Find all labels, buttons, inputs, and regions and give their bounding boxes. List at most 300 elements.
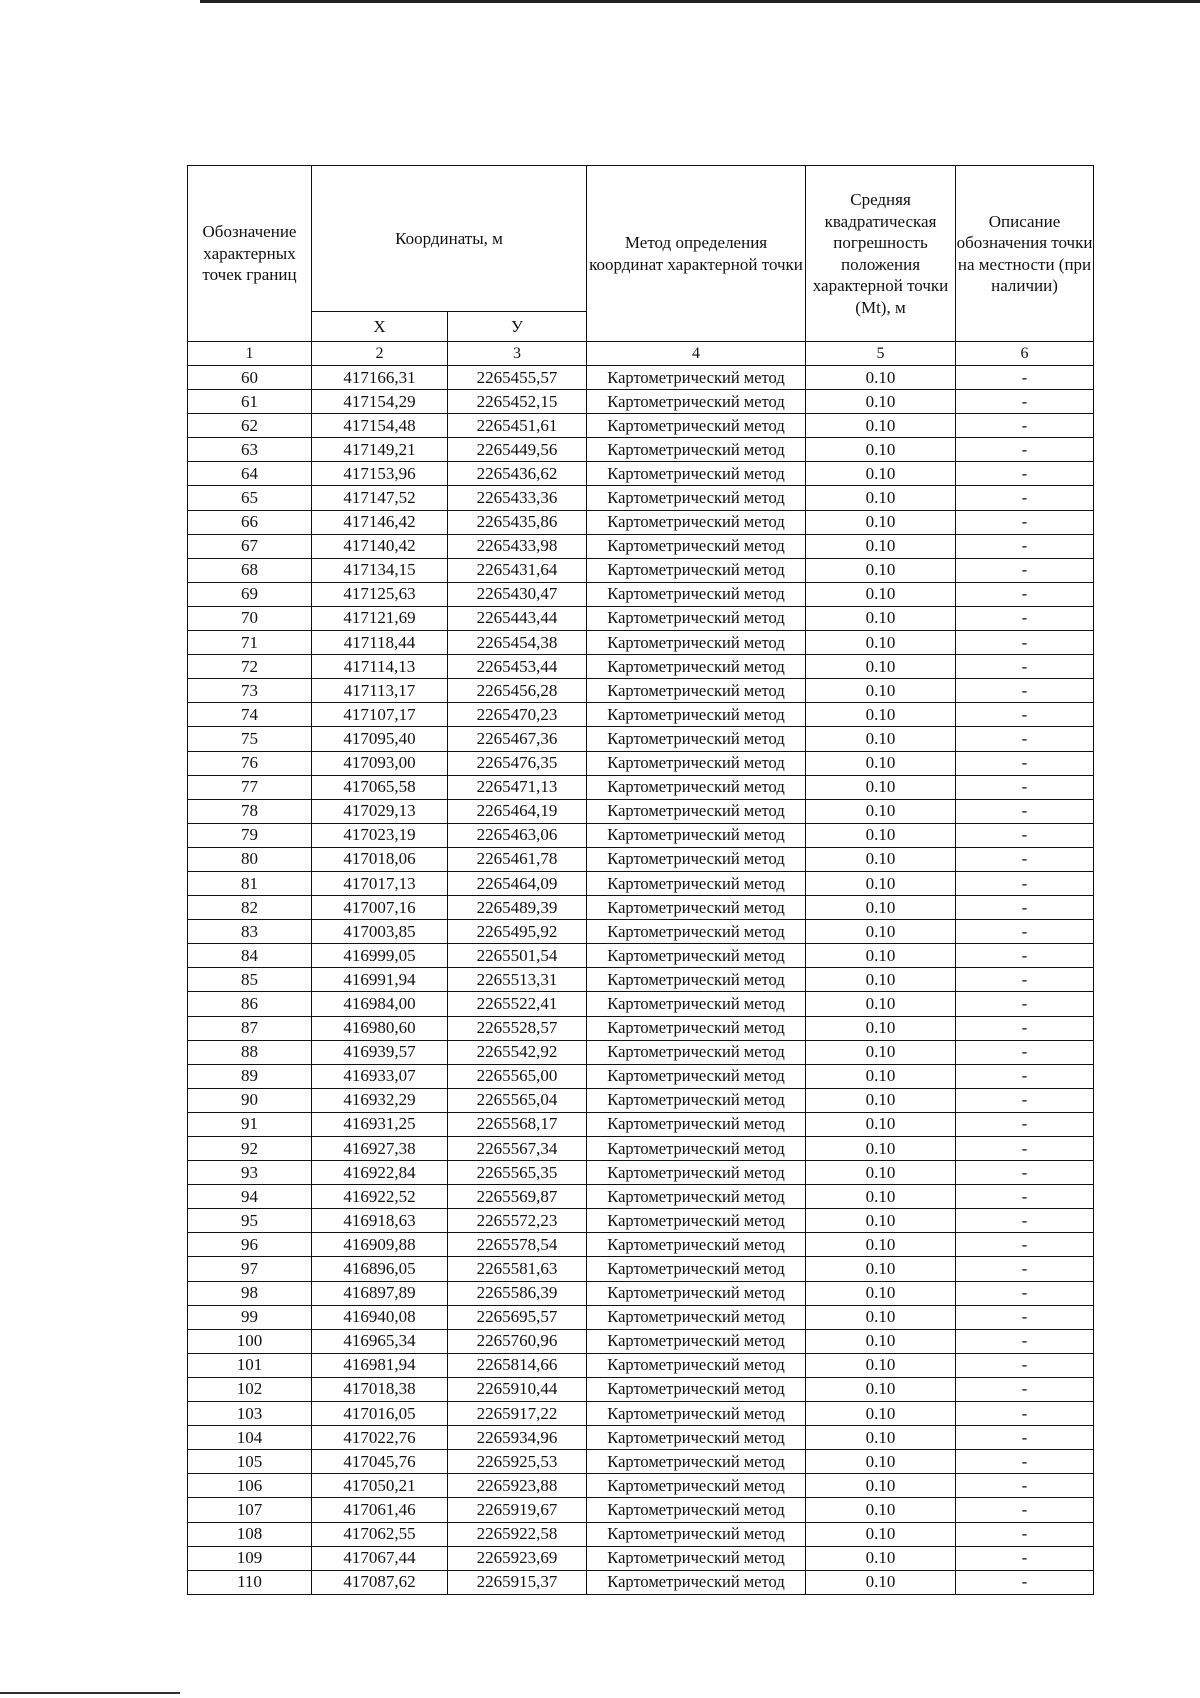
y-coordinate-cell: 2265522,41	[448, 992, 587, 1016]
y-coordinate-cell: 2265433,36	[448, 486, 587, 510]
point-id-cell: 93	[188, 1161, 312, 1185]
error-cell: 0.10	[806, 1088, 956, 1112]
description-cell: -	[956, 775, 1094, 799]
description-cell: -	[956, 703, 1094, 727]
error-cell: 0.10	[806, 799, 956, 823]
table-row	[188, 871, 1094, 895]
error-cell: 0.10	[806, 1329, 956, 1353]
point-id-cell: 66	[188, 510, 312, 534]
error-cell: 0.10	[806, 558, 956, 582]
x-coordinate-cell: 416932,29	[312, 1088, 448, 1112]
method-cell: Картометрический метод	[587, 1377, 806, 1401]
error-cell: 0.10	[806, 1185, 956, 1209]
method-cell: Картометрический метод	[587, 968, 806, 992]
point-id-cell: 83	[188, 920, 312, 944]
x-coordinate-cell: 417147,52	[312, 486, 448, 510]
y-coordinate-cell: 2265453,44	[448, 655, 587, 679]
table-row	[188, 1233, 1094, 1257]
x-coordinate-cell: 416896,05	[312, 1257, 448, 1281]
point-id-cell: 77	[188, 775, 312, 799]
description-cell: -	[956, 799, 1094, 823]
error-cell: 0.10	[806, 1353, 956, 1377]
description-cell: -	[956, 534, 1094, 558]
error-cell: 0.10	[806, 847, 956, 871]
description-cell: -	[956, 366, 1094, 390]
error-cell: 0.10	[806, 1474, 956, 1498]
point-id-cell: 70	[188, 606, 312, 630]
x-coordinate-cell: 417016,05	[312, 1402, 448, 1426]
x-coordinate-cell: 417121,69	[312, 606, 448, 630]
y-coordinate-cell: 2265581,63	[448, 1257, 587, 1281]
x-coordinate-cell: 417093,00	[312, 751, 448, 775]
x-coordinate-cell: 416981,94	[312, 1353, 448, 1377]
error-cell: 0.10	[806, 751, 956, 775]
description-cell: -	[956, 606, 1094, 630]
error-cell: 0.10	[806, 992, 956, 1016]
y-coordinate-cell: 2265915,37	[448, 1570, 587, 1594]
description-cell: -	[956, 1088, 1094, 1112]
description-cell: -	[956, 510, 1094, 534]
table-row	[188, 438, 1094, 462]
method-cell: Картометрический метод	[587, 1426, 806, 1450]
x-coordinate-cell: 417018,06	[312, 847, 448, 871]
method-cell: Картометрический метод	[587, 799, 806, 823]
error-cell: 0.10	[806, 1498, 956, 1522]
description-cell: -	[956, 1377, 1094, 1401]
method-cell: Картометрический метод	[587, 414, 806, 438]
point-id-cell: 102	[188, 1377, 312, 1401]
error-cell: 0.10	[806, 1426, 956, 1450]
method-cell: Картометрический метод	[587, 1353, 806, 1377]
y-coordinate-cell: 2265471,13	[448, 775, 587, 799]
y-coordinate-cell: 2265464,19	[448, 799, 587, 823]
method-cell: Картометрический метод	[587, 438, 806, 462]
point-id-cell: 84	[188, 944, 312, 968]
error-cell: 0.10	[806, 1377, 956, 1401]
error-cell: 0.10	[806, 1257, 956, 1281]
description-cell: -	[956, 727, 1094, 751]
table-row	[188, 1064, 1094, 1088]
description-cell: -	[956, 847, 1094, 871]
x-coordinate-cell: 417067,44	[312, 1546, 448, 1570]
x-coordinate-cell: 417154,48	[312, 414, 448, 438]
error-cell: 0.10	[806, 823, 956, 847]
description-cell: -	[956, 751, 1094, 775]
description-cell: -	[956, 414, 1094, 438]
method-cell: Картометрический метод	[587, 920, 806, 944]
method-cell: Картометрический метод	[587, 582, 806, 606]
x-coordinate-cell: 417062,55	[312, 1522, 448, 1546]
x-coordinate-cell: 416927,38	[312, 1137, 448, 1161]
y-coordinate-cell: 2265435,86	[448, 510, 587, 534]
point-id-cell: 67	[188, 534, 312, 558]
point-id-cell: 89	[188, 1064, 312, 1088]
table-row	[188, 462, 1094, 486]
y-coordinate-cell: 2265923,69	[448, 1546, 587, 1570]
table-row	[188, 1474, 1094, 1498]
point-id-cell: 100	[188, 1329, 312, 1353]
x-coordinate-cell: 417029,13	[312, 799, 448, 823]
error-cell: 0.10	[806, 534, 956, 558]
error-cell: 0.10	[806, 871, 956, 895]
method-cell: Картометрический метод	[587, 1498, 806, 1522]
method-cell: Картометрический метод	[587, 1474, 806, 1498]
method-cell: Картометрический метод	[587, 631, 806, 655]
table-row	[188, 606, 1094, 630]
description-cell: -	[956, 968, 1094, 992]
header-method: Метод определения координат характерной точки	[587, 166, 806, 342]
point-id-cell: 61	[188, 390, 312, 414]
x-coordinate-cell: 417153,96	[312, 462, 448, 486]
error-cell: 0.10	[806, 1016, 956, 1040]
table-row	[188, 534, 1094, 558]
method-cell: Картометрический метод	[587, 847, 806, 871]
table-row	[188, 1112, 1094, 1136]
x-coordinate-cell: 417045,76	[312, 1450, 448, 1474]
point-id-cell: 103	[188, 1402, 312, 1426]
y-coordinate-cell: 2265452,15	[448, 390, 587, 414]
y-coordinate-cell: 2265513,31	[448, 968, 587, 992]
x-coordinate-cell: 417114,13	[312, 655, 448, 679]
x-coordinate-cell: 417023,19	[312, 823, 448, 847]
x-coordinate-cell: 417065,58	[312, 775, 448, 799]
error-cell: 0.10	[806, 727, 956, 751]
method-cell: Картометрический метод	[587, 1257, 806, 1281]
description-cell: -	[956, 679, 1094, 703]
x-coordinate-cell: 416980,60	[312, 1016, 448, 1040]
table-row	[188, 1498, 1094, 1522]
table-row	[188, 390, 1094, 414]
point-id-cell: 78	[188, 799, 312, 823]
method-cell: Картометрический метод	[587, 1329, 806, 1353]
x-coordinate-cell: 417095,40	[312, 727, 448, 751]
description-cell: -	[956, 1522, 1094, 1546]
description-cell: -	[956, 896, 1094, 920]
table-row	[188, 1450, 1094, 1474]
method-cell: Картометрический метод	[587, 1161, 806, 1185]
column-number-row	[188, 342, 1094, 366]
x-coordinate-cell: 417007,16	[312, 896, 448, 920]
y-coordinate-cell: 2265565,35	[448, 1161, 587, 1185]
table-row	[188, 1522, 1094, 1546]
table-row	[188, 775, 1094, 799]
error-cell: 0.10	[806, 1112, 956, 1136]
description-cell: -	[956, 438, 1094, 462]
point-id-cell: 82	[188, 896, 312, 920]
error-cell: 0.10	[806, 1161, 956, 1185]
y-coordinate-cell: 2265501,54	[448, 944, 587, 968]
x-coordinate-cell: 416909,88	[312, 1233, 448, 1257]
error-cell: 0.10	[806, 896, 956, 920]
description-cell: -	[956, 992, 1094, 1016]
top-scan-rule	[200, 0, 1200, 3]
y-coordinate-cell: 2265565,00	[448, 1064, 587, 1088]
table-row	[188, 847, 1094, 871]
y-coordinate-cell: 2265567,34	[448, 1137, 587, 1161]
y-coordinate-cell: 2265433,98	[448, 534, 587, 558]
table-row	[188, 486, 1094, 510]
method-cell: Картометрический метод	[587, 1088, 806, 1112]
method-cell: Картометрический метод	[587, 1185, 806, 1209]
header-x: X	[312, 312, 448, 342]
method-cell: Картометрический метод	[587, 558, 806, 582]
method-cell: Картометрический метод	[587, 655, 806, 679]
point-id-cell: 92	[188, 1137, 312, 1161]
y-coordinate-cell: 2265449,56	[448, 438, 587, 462]
method-cell: Картометрический метод	[587, 896, 806, 920]
table-body	[188, 366, 1094, 1595]
x-coordinate-cell: 416991,94	[312, 968, 448, 992]
y-coordinate-cell: 2265922,58	[448, 1522, 587, 1546]
y-coordinate-cell: 2265542,92	[448, 1040, 587, 1064]
x-coordinate-cell: 417050,21	[312, 1474, 448, 1498]
point-id-cell: 105	[188, 1450, 312, 1474]
description-cell: -	[956, 1329, 1094, 1353]
method-cell: Картометрический метод	[587, 1137, 806, 1161]
x-coordinate-cell: 417003,85	[312, 920, 448, 944]
table-row	[188, 582, 1094, 606]
description-cell: -	[956, 390, 1094, 414]
table-row	[188, 631, 1094, 655]
method-cell: Картометрический метод	[587, 1450, 806, 1474]
description-cell: -	[956, 1498, 1094, 1522]
x-coordinate-cell: 416999,05	[312, 944, 448, 968]
column-number: 4	[587, 342, 806, 366]
error-cell: 0.10	[806, 462, 956, 486]
error-cell: 0.10	[806, 510, 956, 534]
x-coordinate-cell: 417022,76	[312, 1426, 448, 1450]
point-id-cell: 79	[188, 823, 312, 847]
error-cell: 0.10	[806, 486, 956, 510]
error-cell: 0.10	[806, 1305, 956, 1329]
description-cell: -	[956, 462, 1094, 486]
error-cell: 0.10	[806, 582, 956, 606]
table-row	[188, 992, 1094, 1016]
y-coordinate-cell: 2265578,54	[448, 1233, 587, 1257]
point-id-cell: 63	[188, 438, 312, 462]
y-coordinate-cell: 2265431,64	[448, 558, 587, 582]
point-id-cell: 109	[188, 1546, 312, 1570]
y-coordinate-cell: 2265934,96	[448, 1426, 587, 1450]
description-cell: -	[956, 1402, 1094, 1426]
error-cell: 0.10	[806, 606, 956, 630]
y-coordinate-cell: 2265814,66	[448, 1353, 587, 1377]
method-cell: Картометрический метод	[587, 727, 806, 751]
point-id-cell: 72	[188, 655, 312, 679]
point-id-cell: 81	[188, 871, 312, 895]
table-row	[188, 751, 1094, 775]
description-cell: -	[956, 655, 1094, 679]
table-row	[188, 679, 1094, 703]
description-cell: -	[956, 944, 1094, 968]
point-id-cell: 91	[188, 1112, 312, 1136]
description-cell: -	[956, 1112, 1094, 1136]
point-id-cell: 96	[188, 1233, 312, 1257]
y-coordinate-cell: 2265470,23	[448, 703, 587, 727]
method-cell: Картометрический метод	[587, 390, 806, 414]
method-cell: Картометрический метод	[587, 944, 806, 968]
point-id-cell: 71	[188, 631, 312, 655]
method-cell: Картометрический метод	[587, 366, 806, 390]
method-cell: Картометрический метод	[587, 510, 806, 534]
point-id-cell: 87	[188, 1016, 312, 1040]
y-coordinate-cell: 2265456,28	[448, 679, 587, 703]
x-coordinate-cell: 416897,89	[312, 1281, 448, 1305]
table-row	[188, 703, 1094, 727]
y-coordinate-cell: 2265443,44	[448, 606, 587, 630]
header-coords: Координаты, м	[312, 166, 587, 312]
y-coordinate-cell: 2265464,09	[448, 871, 587, 895]
y-coordinate-cell: 2265489,39	[448, 896, 587, 920]
table-row	[188, 1402, 1094, 1426]
point-id-cell: 107	[188, 1498, 312, 1522]
x-coordinate-cell: 417149,21	[312, 438, 448, 462]
point-id-cell: 69	[188, 582, 312, 606]
description-cell: -	[956, 1353, 1094, 1377]
description-cell: -	[956, 1137, 1094, 1161]
error-cell: 0.10	[806, 703, 956, 727]
point-id-cell: 95	[188, 1209, 312, 1233]
x-coordinate-cell: 417166,31	[312, 366, 448, 390]
point-id-cell: 108	[188, 1522, 312, 1546]
table-row	[188, 1257, 1094, 1281]
error-cell: 0.10	[806, 775, 956, 799]
point-id-cell: 86	[188, 992, 312, 1016]
description-cell: -	[956, 1474, 1094, 1498]
error-cell: 0.10	[806, 655, 956, 679]
table-row	[188, 799, 1094, 823]
description-cell: -	[956, 1016, 1094, 1040]
error-cell: 0.10	[806, 1522, 956, 1546]
x-coordinate-cell: 416922,84	[312, 1161, 448, 1185]
error-cell: 0.10	[806, 631, 956, 655]
error-cell: 0.10	[806, 968, 956, 992]
table-row	[188, 1137, 1094, 1161]
point-id-cell: 94	[188, 1185, 312, 1209]
error-cell: 0.10	[806, 366, 956, 390]
table-row	[188, 366, 1094, 390]
x-coordinate-cell: 417107,17	[312, 703, 448, 727]
y-coordinate-cell: 2265923,88	[448, 1474, 587, 1498]
method-cell: Картометрический метод	[587, 1281, 806, 1305]
header-y: У	[448, 312, 587, 342]
point-id-cell: 73	[188, 679, 312, 703]
table-row	[188, 414, 1094, 438]
error-cell: 0.10	[806, 1040, 956, 1064]
y-coordinate-cell: 2265461,78	[448, 847, 587, 871]
x-coordinate-cell: 417134,15	[312, 558, 448, 582]
method-cell: Картометрический метод	[587, 486, 806, 510]
method-cell: Картометрический метод	[587, 1402, 806, 1426]
column-number: 5	[806, 342, 956, 366]
method-cell: Картометрический метод	[587, 871, 806, 895]
y-coordinate-cell: 2265565,04	[448, 1088, 587, 1112]
x-coordinate-cell: 416939,57	[312, 1040, 448, 1064]
table-row	[188, 1088, 1094, 1112]
table-row	[188, 1040, 1094, 1064]
table-row	[188, 1570, 1094, 1594]
method-cell: Картометрический метод	[587, 679, 806, 703]
method-cell: Картометрический метод	[587, 1064, 806, 1088]
point-id-cell: 64	[188, 462, 312, 486]
point-id-cell: 90	[188, 1088, 312, 1112]
x-coordinate-cell: 417140,42	[312, 534, 448, 558]
table-row	[188, 1426, 1094, 1450]
table-row	[188, 1185, 1094, 1209]
point-id-cell: 75	[188, 727, 312, 751]
y-coordinate-cell: 2265454,38	[448, 631, 587, 655]
x-coordinate-cell: 416922,52	[312, 1185, 448, 1209]
error-cell: 0.10	[806, 1064, 956, 1088]
point-id-cell: 65	[188, 486, 312, 510]
point-id-cell: 99	[188, 1305, 312, 1329]
table-row	[188, 1305, 1094, 1329]
x-coordinate-cell: 417154,29	[312, 390, 448, 414]
method-cell: Картометрический метод	[587, 1016, 806, 1040]
y-coordinate-cell: 2265430,47	[448, 582, 587, 606]
description-cell: -	[956, 1257, 1094, 1281]
point-id-cell: 97	[188, 1257, 312, 1281]
description-cell: -	[956, 920, 1094, 944]
x-coordinate-cell: 416918,63	[312, 1209, 448, 1233]
error-cell: 0.10	[806, 1281, 956, 1305]
y-coordinate-cell: 2265695,57	[448, 1305, 587, 1329]
method-cell: Картометрический метод	[587, 1305, 806, 1329]
table-row	[188, 727, 1094, 751]
table-row	[188, 944, 1094, 968]
y-coordinate-cell: 2265463,06	[448, 823, 587, 847]
x-coordinate-cell: 417125,63	[312, 582, 448, 606]
error-cell: 0.10	[806, 438, 956, 462]
x-coordinate-cell: 417087,62	[312, 1570, 448, 1594]
description-cell: -	[956, 1450, 1094, 1474]
y-coordinate-cell: 2265476,35	[448, 751, 587, 775]
table-row	[188, 1329, 1094, 1353]
y-coordinate-cell: 2265917,22	[448, 1402, 587, 1426]
description-cell: -	[956, 871, 1094, 895]
y-coordinate-cell: 2265568,17	[448, 1112, 587, 1136]
error-cell: 0.10	[806, 1233, 956, 1257]
error-cell: 0.10	[806, 679, 956, 703]
description-cell: -	[956, 558, 1094, 582]
table-row	[188, 920, 1094, 944]
error-cell: 0.10	[806, 944, 956, 968]
point-id-cell: 106	[188, 1474, 312, 1498]
method-cell: Картометрический метод	[587, 703, 806, 727]
description-cell: -	[956, 1161, 1094, 1185]
description-cell: -	[956, 1426, 1094, 1450]
description-cell: -	[956, 1305, 1094, 1329]
x-coordinate-cell: 416984,00	[312, 992, 448, 1016]
table-row	[188, 896, 1094, 920]
column-number: 3	[448, 342, 587, 366]
table-row	[188, 558, 1094, 582]
point-id-cell: 110	[188, 1570, 312, 1594]
column-number: 1	[188, 342, 312, 366]
table-row	[188, 1016, 1094, 1040]
x-coordinate-cell: 417018,38	[312, 1377, 448, 1401]
header-point: Обозначение характерных точек границ	[188, 166, 312, 342]
description-cell: -	[956, 582, 1094, 606]
description-cell: -	[956, 1040, 1094, 1064]
method-cell: Картометрический метод	[587, 606, 806, 630]
y-coordinate-cell: 2265495,92	[448, 920, 587, 944]
y-coordinate-cell: 2265919,67	[448, 1498, 587, 1522]
column-number: 6	[956, 342, 1094, 366]
y-coordinate-cell: 2265925,53	[448, 1450, 587, 1474]
table-row	[188, 1377, 1094, 1401]
column-number: 2	[312, 342, 448, 366]
